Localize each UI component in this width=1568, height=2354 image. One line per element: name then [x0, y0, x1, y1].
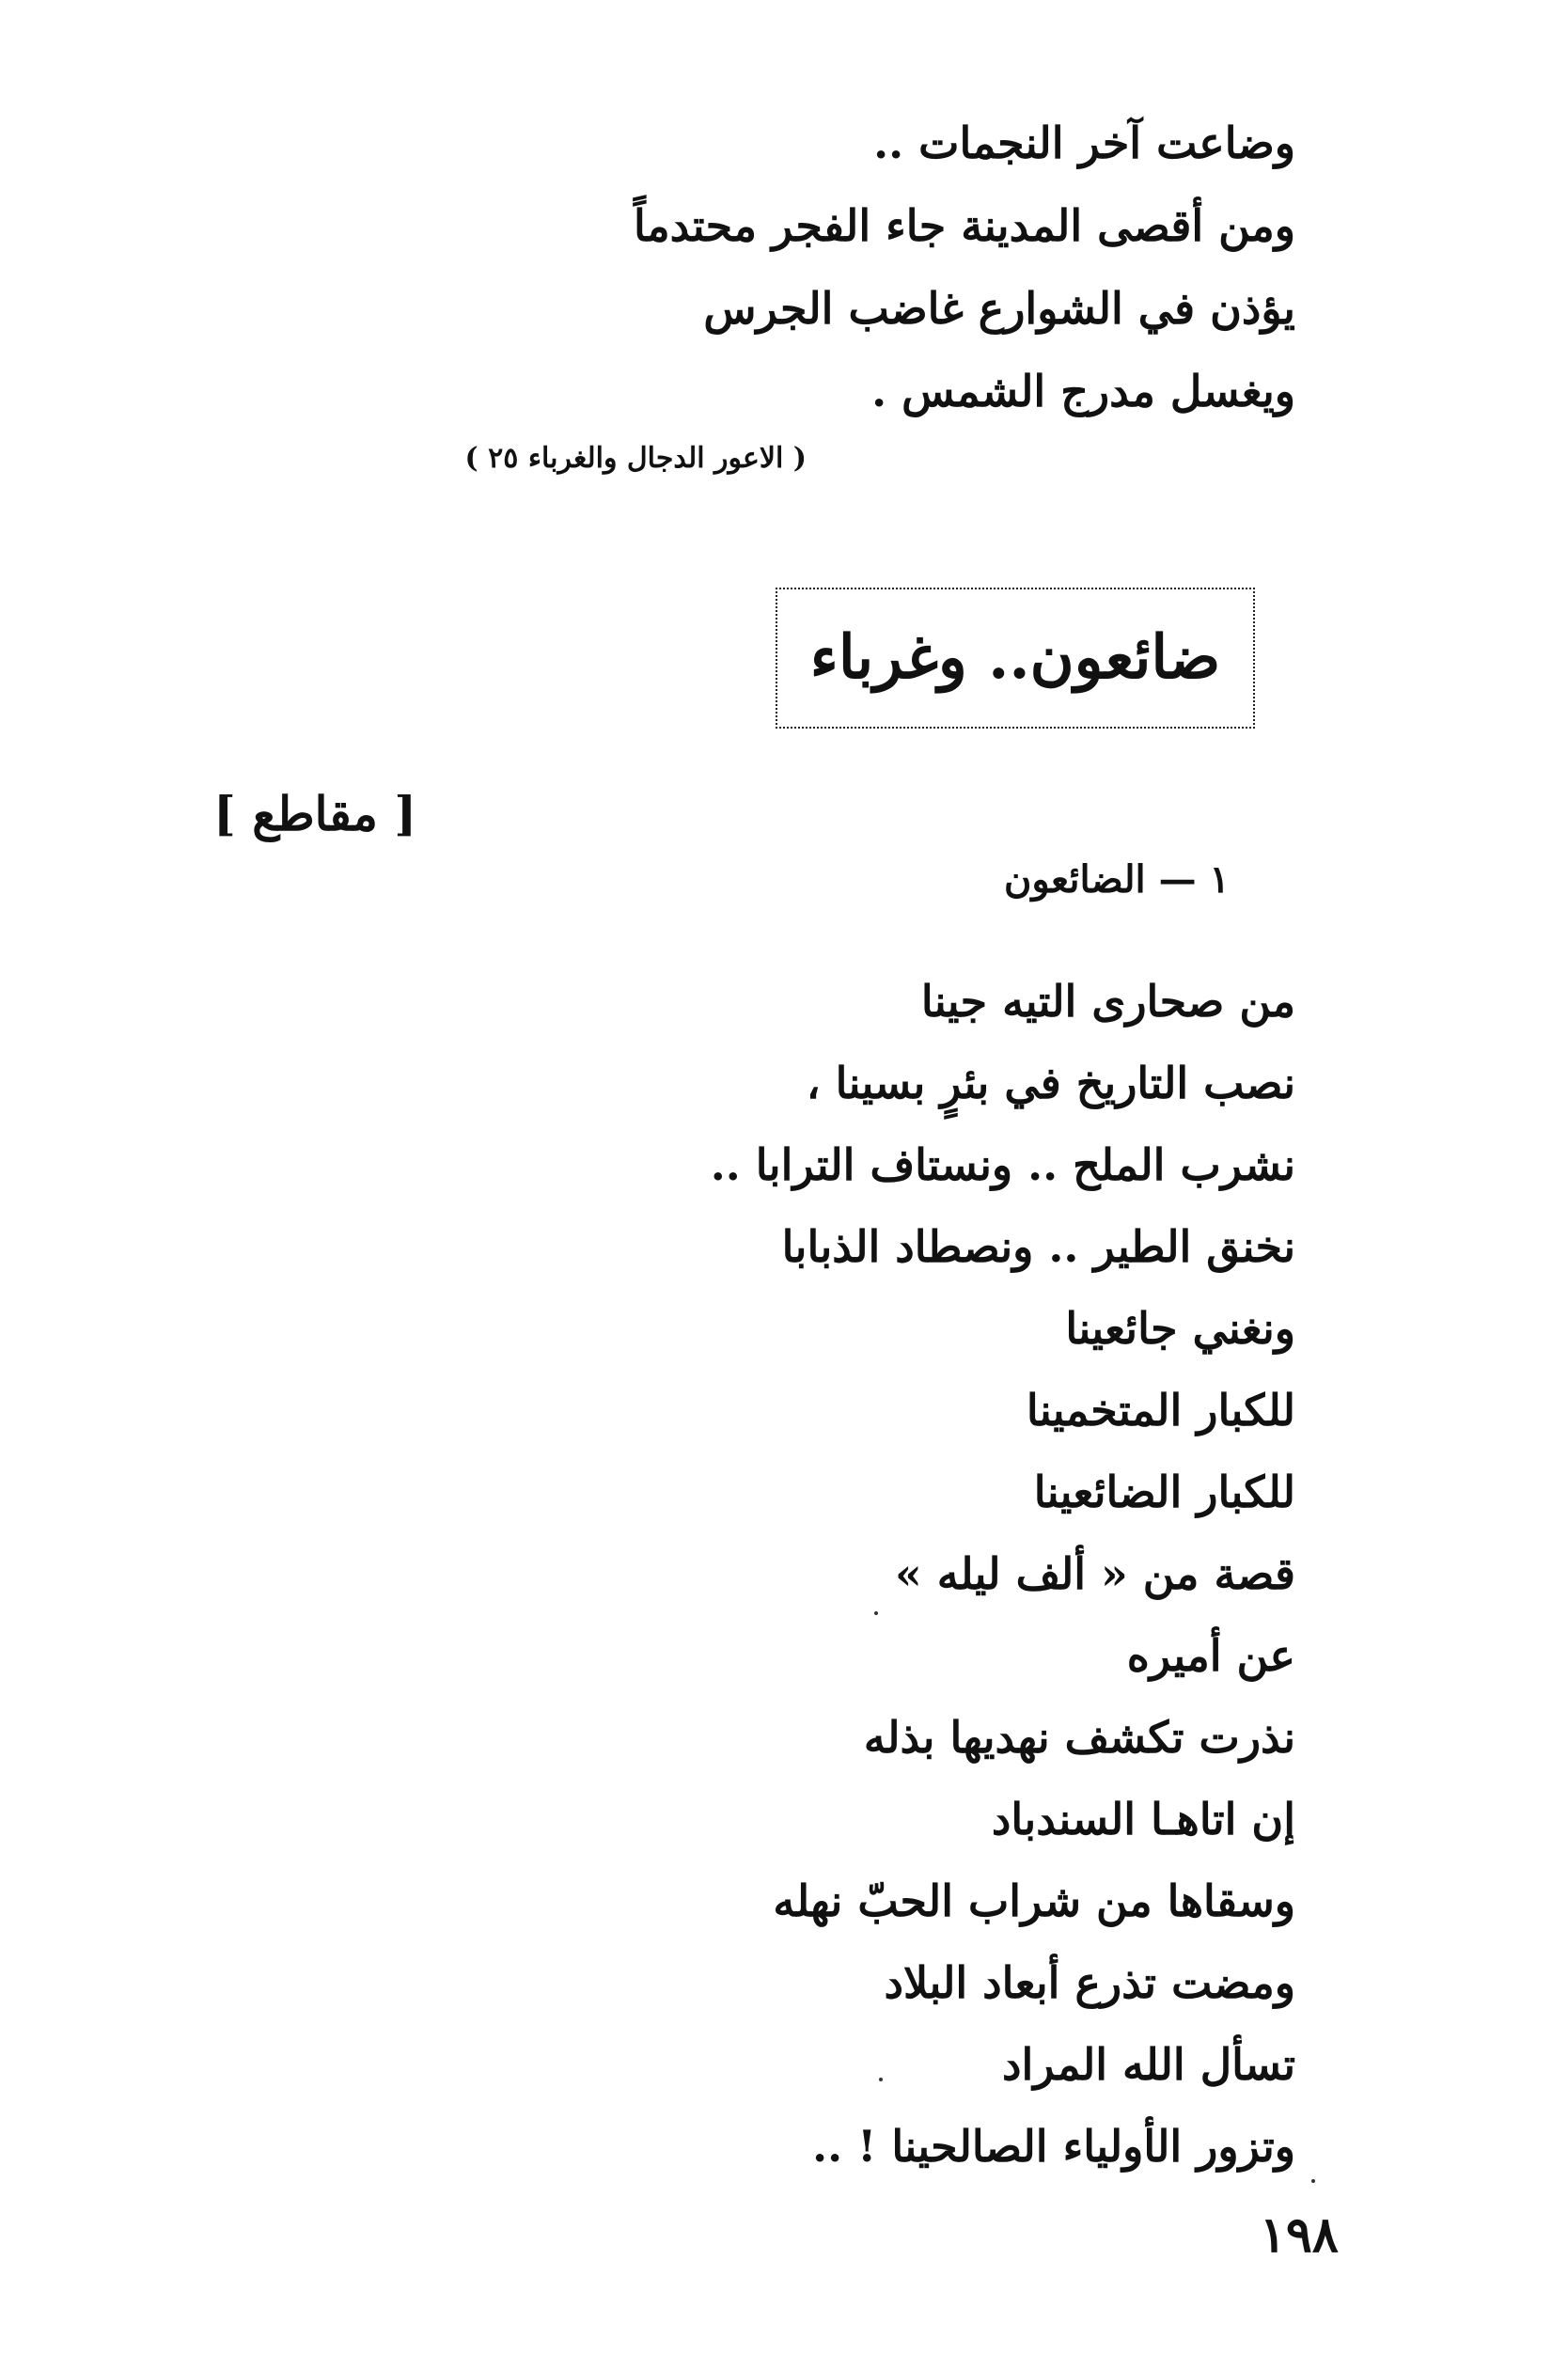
section-label: [ مقاطع ]	[213, 786, 416, 841]
poem-line: نخنق الطير .. ونصطاد الذبابا	[781, 1221, 1295, 1272]
page-number: ١٩٨	[1260, 2206, 1339, 2264]
poem-line: نصب التاريخ في بئرٍ بسينا ،	[806, 1058, 1295, 1108]
scan-speck	[1311, 2179, 1315, 2183]
poem-line: عن أميره	[1126, 1630, 1295, 1681]
poem-line: قصة من « ألف ليله »	[895, 1548, 1295, 1599]
poem-line: وسقاها من شراب الحبّ نهله	[773, 1875, 1295, 1926]
intro-line-2: ومن أقصى المدينة جاء الفجر محتدماً	[633, 200, 1295, 251]
poem-line: ونغني جائعينا	[1065, 1303, 1295, 1354]
poem-title-box	[776, 588, 1255, 729]
intro-line-3: يؤذن في الشوارع غاضب الجرس	[703, 283, 1295, 334]
poem-line: للكبار المتخمينا	[1026, 1385, 1295, 1436]
poem-line: من صحارى التيه جينا	[920, 976, 1295, 1027]
poem-title: ضائعون.. وغرباء	[809, 622, 1221, 693]
poem-line: ومضت تذرع أبعاد البلاد	[884, 1957, 1295, 2008]
intro-line-4: ويغسل مدرج الشمس .	[871, 366, 1295, 416]
citation: ( الاعور الدجال والغرباء ٢٥ )	[464, 442, 807, 475]
poem-line: نشرب الملح .. ونستاف الترابا ..	[710, 1139, 1295, 1190]
scan-speck	[879, 2078, 883, 2081]
intro-line-1: وضاعت آخر النجمات ..	[873, 118, 1295, 168]
poem-line: للكبار الضائعينا	[1033, 1467, 1295, 1517]
poem-line: تسأل الله المراد	[1001, 2039, 1295, 2090]
subsection-heading: ١ — الضائعون	[1004, 857, 1230, 902]
scan-speck	[874, 1611, 878, 1615]
poem-line: نذرت تكشف نهديها بذله	[863, 1712, 1295, 1763]
poem-line: وتزور الأولياء الصالحينا ! ..	[812, 2121, 1295, 2172]
poem-line: إن اتاهـا السندباد	[991, 1794, 1295, 1844]
